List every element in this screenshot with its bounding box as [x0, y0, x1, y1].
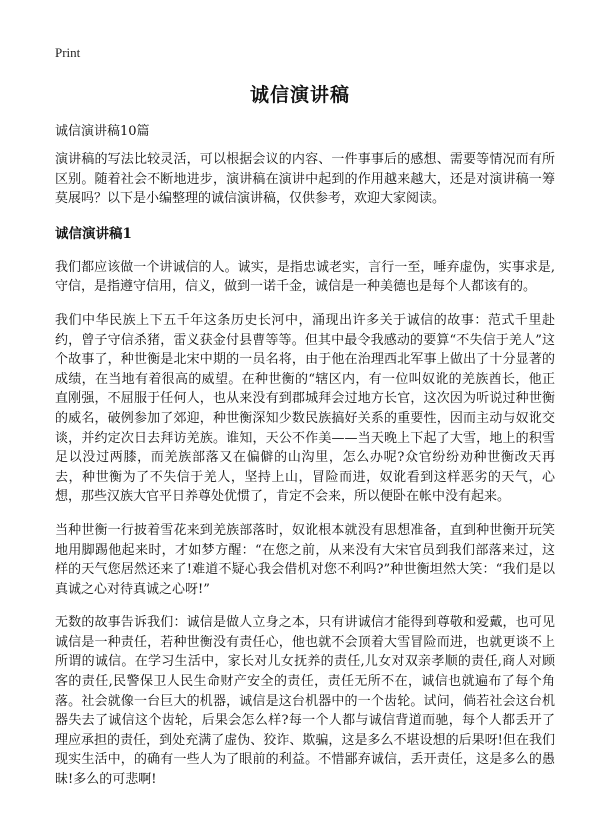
intro-paragraph: 演讲稿的写法比较灵活，可以根据会议的内容、一件事事后的感想、需要等情况而有所区别。随着社会不断地进步，演讲稿在演讲中起到的作用越来越大，还是对演讲稿一筹莫展吗？以下是小编整理的诚信演讲稿，仅供参考，欢迎大家阅读。: [55, 152, 555, 207]
section-heading: 诚信演讲稿1: [55, 225, 132, 242]
document-subtitle: 诚信演讲稿10篇: [55, 124, 150, 139]
page-title: 诚信演讲稿: [249, 84, 350, 106]
print-link[interactable]: Print: [55, 45, 81, 60]
body-paragraph: 我们中华民族上下五千年这条历史长河中，涌现出许多关于诚信的故事：范式千里赴约，曾子守信杀猪，雷义获金付县曹等等。但其中最令我感动的要算“不失信于羌人”这个故事了，种世衡是北宋中期的一员名将，由于他在治理西北军事上做出了十分显著的成绩，在当地有着很高的威望。在种世衡的“辖区内，有一位叫奴讹的羌族酋长，他正直刚强，不屈服于任何人，也从来没有到郡城拜会过地方长官，这次因为听说过种世衡的威名，破例参加了郊迎，种世衡深知少数民族搞好关系的重要性，因而主动与奴讹交谈，并约定次日去拜访羌族。谁知，天公不作美——当天晚上下起了大雪，地上的积雪足以没过两膝，而羌族部落又在偏僻的山沟里，怎么办呢?众官纷纷劝种世衡改天再去，种世衡为了不失信于羌人，坚持上山，冒险而进，奴讹看到这样恶劣的天气，心想，那些汉族大官平日养尊处优惯了，肯定不会来，所以便卧在帐中没有起来。: [55, 312, 555, 505]
document-body: [55, 150, 555, 804]
body-paragraph: 无数的故事告诉我们：诚信是做人立身之本，只有讲诚信才能得到尊敬和爱戴，也可见诚信是一种责任，若种世衡没有责任心，他也就不会顶着大雪冒险而进，也就更谈不上所谓的诚信。在学习生活中，家长对儿女抚养的责任,儿女对双亲孝顺的责任,商人对顾客的责任,民警保卫人民生命财产安全的责任，责任无所不在，诚信也就遍布了每个角落。社会就像一台巨大的机器，诚信是这台机器中的一个齿轮。试问，倘若社会这台机器失去了诚信这个齿轮，后果会怎么样?每一个人都与诚信背道而驰，每个人都丢开了理应承担的责任，到处充满了虚伪、狡诈、欺骗，这是多么不堪设想的后果呀!但在我们现实生活中，的确有一些人为了眼前的利益。不惜鄙弃诚信，丢开责任，这是多么的愚昧!多么的可悲啊!: [55, 615, 555, 788]
body-paragraph: 我们都应该做一个讲诚信的人。诚实，是指忠诚老实，言行一至，唾弃虚伪，实事求是,守信，是指遵守信用，信义，做到一诺千金，诚信是一种美德也是每个人都该有的。: [55, 259, 555, 295]
body-paragraph: 当种世衡一行披着雪花来到羌族部落时，奴讹根本就没有思想准备，直到种世衡开玩笑地用脚踢他起来时，才如梦方醒：“在您之前，从来没有大宋官员到我们部落来过，这样的天气您居然还来了!难道不疑心我会借机对您不利吗?”种世衡坦然大笑：“我们是以真诚之心对待真诚之心呀!”: [55, 522, 555, 597]
